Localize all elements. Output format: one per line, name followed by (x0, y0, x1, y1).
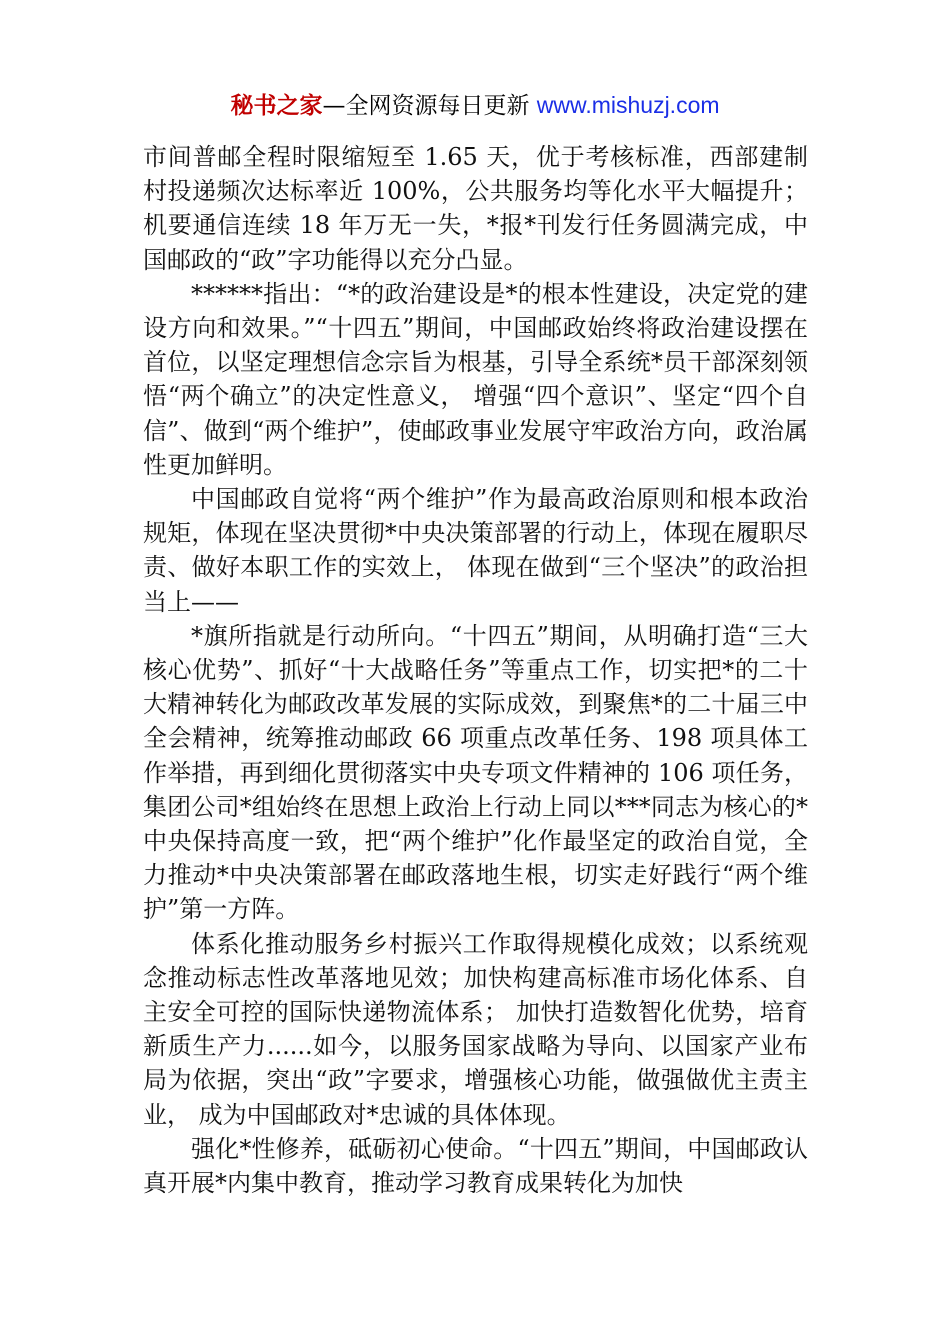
paragraph: ******指出：“*的政治建设是*的根本性建设，决定党的建设方向和效果。”“十四五”期间，中国邮政始终将政治建设摆在首位，以坚定理想信念宗旨为根基，引导全系统*员干部深刻领悟“两个确立”的决定性意义， 增强“四个意识”、坚定“四个自信”、做到“两个维护”，使邮政事业发展守牢政治方向，政治属性更加鲜明。 (143, 279, 808, 479)
paragraph: 中国邮政自觉将“两个维护”作为最高政治原则和根本政治规矩，体现在坚决贯彻*中央决策部署的行动上，体现在履职尽责、做好本职工作的实效上， 体现在做到“三个坚决”的政治担当上—— (143, 485, 808, 616)
paragraph-continued: 市间普邮全程时限缩短至 1.65 天，优于考核标准，西部建制村投递频次达标率近 100%，公共服务均等化水平大幅提升；机要通信连续 18 年万无一失，*报*刊发行任务圆满完成，中国邮政的“政”字功能得以充分凸显。 (143, 143, 808, 274)
paragraph: *旗所指就是行动所向。“十四五”期间，从明确打造“三大核心优势”、抓好“十大战略任务”等重点工作，切实把*的二十大精神转化为邮政改革发展的实际成效，到聚焦*的二十届三中全会精神，统筹推动邮政 66 项重点改革任务、198 项具体工作举措，再到细化贯彻落实中央专项文件精神的 106 项任务， 集团公司*组始终在思想上政治上行动上同以***同志为核心的*中央保持高度一致，把“两个维护”化作最坚定的政治自觉，全力推动*中央决策部署在邮政落地生根，切实走好践行“两个维护”第一方阵。 (143, 621, 808, 924)
header-tagline: —全网资源每日更新 (322, 93, 537, 119)
header-site-link[interactable]: www.mishuzj.com (536, 92, 720, 118)
page-header (0, 88, 950, 123)
document-body (143, 140, 808, 1200)
paragraph: 强化*性修养，砥砺初心使命。“十四五”期间，中国邮政认真开展*内集中教育，推动学习教育成果转化为加快 (143, 1134, 808, 1198)
header-brand: 秘书之家 (230, 93, 323, 119)
paragraph: 体系化推动服务乡村振兴工作取得规模化成效；以系统观念推动标志性改革落地见效；加快构建高标准市场化体系、自主安全可控的国际快递物流体系； 加快打造数智化优势，培育新质生产力......如今，以服务国家战略为导向、以国家产业布局为依据，突出“政”字要求，增强核心功能，做强做优主责主业， 成为中国邮政对*忠诚的具体体现。 (143, 929, 808, 1129)
